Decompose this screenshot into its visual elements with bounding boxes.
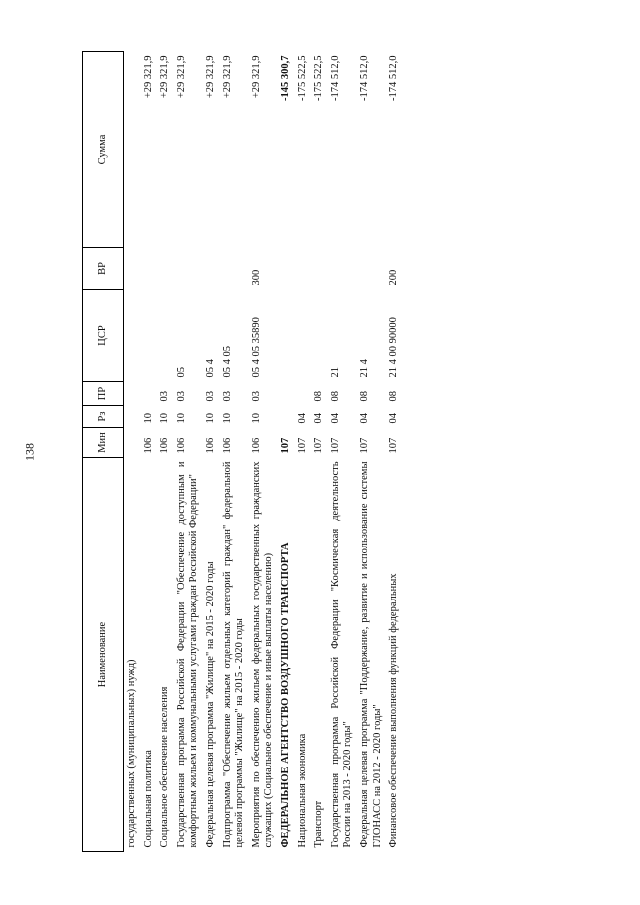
cell-rz: 10 [159, 413, 171, 424]
table-row [357, 52, 386, 852]
cell-rz: 10 [204, 413, 216, 424]
table-row [203, 52, 220, 852]
cell-sum: +29 321,9 [204, 55, 216, 99]
cell-vr: 200 [388, 269, 400, 286]
cell-csr: 21 4 00 90000 [388, 317, 400, 378]
cell-sum: +29 321,9 [142, 55, 154, 99]
rotated-page [82, 52, 640, 852]
cell-vr [203, 248, 220, 290]
cell-name: Подпрограмма "Обеспечение жильем отдельных категорий граждан" федеральной целевой программы "Жилище" на 2015 - 2020 годы [221, 461, 246, 848]
table-row [220, 52, 249, 852]
cell-min: 107 [296, 437, 308, 454]
cell-name: Социальная политика [142, 750, 154, 848]
cell-rz: 10 [175, 413, 187, 424]
cell-rz: 04 [358, 413, 370, 424]
cell-vr [157, 248, 174, 290]
cell-csr: 21 4 [358, 359, 370, 378]
cell-name: Государственная программа Российской Федерации "Обеспечение доступным и комфортным жильем и коммунальными услугами граждан Российской Федерации" [175, 461, 200, 848]
cell-pr: 03 [204, 391, 216, 402]
cell-vr [141, 248, 158, 290]
table-row [124, 52, 141, 852]
cell-csr: 05 4 05 [221, 346, 233, 378]
cell-pr [278, 382, 295, 406]
cell-pr: 08 [388, 391, 400, 402]
cell-name: Государственная программа Российской Федерации "Космическая деятельность России на 2013 - 2020 годы" [329, 461, 354, 848]
cell-csr: 05 4 [204, 359, 216, 378]
table-row [249, 52, 278, 852]
header-name: Наименование [83, 458, 124, 852]
cell-vr [295, 248, 312, 290]
cell-min: 106 [142, 437, 154, 454]
table-row [278, 52, 295, 852]
cell-rz: 04 [313, 413, 325, 424]
table-row [157, 52, 174, 852]
cell-name: ФЕДЕРАЛЬНОЕ АГЕНТСТВО ВОЗДУШНОГО ТРАНСПОРТА [279, 542, 291, 848]
cell-pr: 03 [221, 391, 233, 402]
cell-vr [278, 248, 295, 290]
header-pr: ПР [83, 382, 124, 406]
cell-name: Федеральная целевая программа "Поддержание, развитие и использование системы ГЛОНАСС на 2012 - 2020 годы" [358, 461, 383, 848]
cell-vr [174, 248, 203, 290]
cell-pr: 08 [313, 391, 325, 402]
cell-min: 106 [250, 437, 262, 454]
cell-csr [157, 290, 174, 382]
header-sum: Сумма [83, 52, 124, 248]
header-csr: ЦСР [83, 290, 124, 382]
cell-sum: +29 321,9 [159, 55, 171, 99]
cell-rz: 04 [329, 413, 341, 424]
cell-pr: 08 [329, 391, 341, 402]
cell-name: Финансовое обеспечение выполнения функций федеральных [388, 573, 400, 848]
cell-sum [124, 52, 141, 248]
table-row [295, 52, 312, 852]
cell-rz [124, 406, 141, 428]
table-row [311, 52, 328, 852]
cell-csr [124, 290, 141, 382]
cell-sum: -175 522,5 [296, 55, 308, 101]
cell-vr: 300 [250, 269, 262, 286]
cell-sum: -145 300,7 [279, 55, 291, 101]
cell-pr [124, 382, 141, 406]
cell-sum: -174 512,0 [358, 55, 370, 101]
cell-sum: +29 321,9 [250, 55, 262, 99]
cell-name: Национальная экономика [296, 733, 308, 848]
cell-rz: 10 [250, 413, 262, 424]
cell-pr [141, 382, 158, 406]
cell-min: 106 [159, 437, 171, 454]
header-min: Мин [83, 428, 124, 458]
cell-min: 107 [358, 437, 370, 454]
cell-min [124, 428, 141, 458]
cell-sum: -174 512,0 [388, 55, 400, 101]
cell-min: 106 [204, 437, 216, 454]
table-row [141, 52, 158, 852]
table-row [328, 52, 357, 852]
table-row [174, 52, 203, 852]
page-number: 138 [22, 443, 37, 461]
cell-csr [141, 290, 158, 382]
cell-min: 107 [279, 437, 291, 454]
cell-rz: 04 [388, 413, 400, 424]
cell-sum: -174 512,0 [329, 55, 341, 101]
cell-min: 106 [175, 437, 187, 454]
cell-pr: 03 [159, 391, 171, 402]
cell-sum: +29 321,9 [175, 55, 187, 99]
cell-name: Мероприятия по обеспечению жильем федеральных государственных гражданских служащих (Социальное обеспечение и иные выплаты населению) [250, 461, 275, 848]
cell-csr: 21 [329, 367, 341, 378]
cell-csr [311, 290, 328, 382]
cell-pr [295, 382, 312, 406]
cell-vr [220, 248, 249, 290]
cell-csr [278, 290, 295, 382]
cell-sum: -175 522,5 [313, 55, 325, 101]
cell-rz: 10 [142, 413, 154, 424]
cell-pr: 03 [175, 391, 187, 402]
cell-rz [278, 406, 295, 428]
cell-min: 107 [313, 437, 325, 454]
header-rz: Рз [83, 406, 124, 428]
cell-vr [328, 248, 357, 290]
cell-sum: +29 321,9 [221, 55, 233, 99]
header-vr: ВР [83, 248, 124, 290]
cell-min: 106 [221, 437, 233, 454]
cell-vr [357, 248, 386, 290]
cell-rz: 10 [221, 413, 233, 424]
cell-name: Социальное обеспечение населения [159, 686, 171, 848]
cell-rz: 04 [296, 413, 308, 424]
table-header-row [83, 52, 124, 852]
cell-pr: 03 [250, 391, 262, 402]
cell-min: 107 [329, 437, 341, 454]
cell-pr: 08 [358, 391, 370, 402]
cell-name: Транспорт [313, 800, 325, 848]
cell-name: Федеральная целевая программа "Жилище" на 2015 - 2020 годы [204, 561, 216, 848]
cell-vr [311, 248, 328, 290]
cell-name: государственных (муниципальных) нужд) [124, 458, 141, 852]
table-row [386, 52, 403, 852]
cell-csr [295, 290, 312, 382]
cell-min: 107 [388, 437, 400, 454]
budget-table [82, 51, 403, 852]
cell-vr [124, 248, 141, 290]
cell-csr: 05 4 05 35890 [250, 317, 262, 378]
cell-csr: 05 [175, 367, 187, 378]
